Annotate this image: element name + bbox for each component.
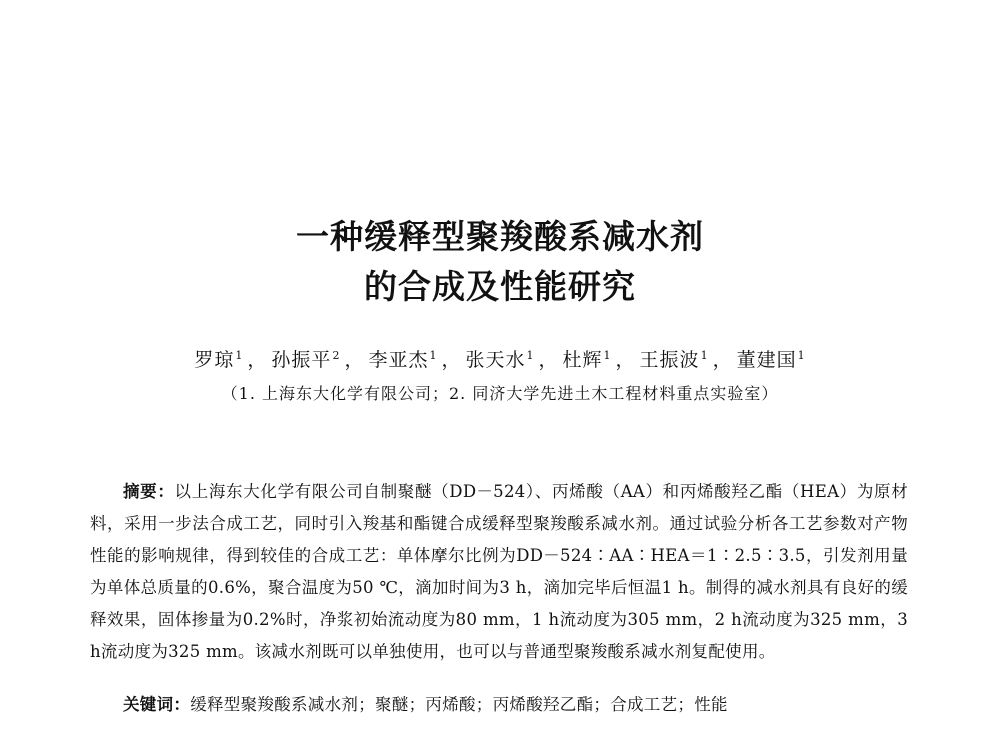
author: [640, 349, 709, 371]
author: [194, 349, 243, 371]
affiliations: （1. 上海东大化学有限公司；2. 同济大学先进土木工程材料重点实验室）: [221, 384, 779, 403]
title-line-1: 一种缓释型聚羧酸系减水剂: [296, 217, 704, 256]
author-separator: ，: [538, 349, 559, 371]
author-separator: ，: [615, 349, 636, 371]
author-affiliation-mark: 1: [429, 348, 438, 362]
author-affiliation-mark: 1: [797, 348, 806, 362]
author-name: 董建国: [736, 349, 797, 371]
author-separator: ，: [441, 349, 462, 371]
author: [271, 349, 340, 371]
abstract-label: 摘要：: [123, 482, 175, 501]
title-line-2: 的合成及性能研究: [364, 267, 636, 306]
author: [368, 349, 437, 371]
author-affiliation-mark: 1: [700, 348, 709, 362]
author: [737, 349, 806, 371]
author-name: 王振波: [639, 349, 700, 371]
paper-title: [0, 212, 1000, 312]
author-name: 李亚杰: [368, 349, 429, 371]
abstract-text: 以上海东大化学有限公司自制聚醚（DD－524）、丙烯酸（AA）和丙烯酸羟乙酯（HEA）为原材料，采用一步法合成工艺，同时引入羧基和酯键合成缓释型聚羧酸系减水剂。通过试验分析各工艺参数对产物性能的影响规律，得到较佳的合成工艺：单体摩尔比例为DD－524∶AA∶HEA＝1∶2.5∶3.5，引发剂用量为单体总质量的0.6%，聚合温度为50 ℃，滴加时间为3 h，滴加完毕后恒温1 h。制得的减水剂具有良好的缓释效果，固体掺量为0.2%时，净浆初始流动度为80 mm，1 h流动度为305 mm，2 h流动度为325 mm，3 h流动度为325 mm。该减水剂既可以单独使用，也可以与普通型聚羧酸系减水剂复配使用。: [90, 482, 909, 661]
abstract: [90, 476, 908, 668]
keywords-label: 关键词：: [123, 695, 191, 714]
author-affiliation-mark: 2: [332, 348, 341, 362]
author: [465, 349, 534, 371]
author-name: 杜辉: [562, 349, 603, 371]
author-list: [0, 346, 1000, 374]
author-separator: ，: [712, 349, 733, 371]
keywords-text: 缓释型聚羧酸系减水剂；聚醚；丙烯酸；丙烯酸羟乙酯；合成工艺；性能: [190, 695, 728, 714]
keywords: [90, 690, 908, 720]
author-affiliation-mark: 1: [603, 348, 612, 362]
author: [563, 349, 612, 371]
author-affiliation-mark: 1: [235, 348, 244, 362]
author-affiliation-mark: 1: [526, 348, 535, 362]
author-name: 孙振平: [271, 349, 332, 371]
author-separator: ，: [344, 349, 365, 371]
author-name: 张天水: [465, 349, 526, 371]
author-name: 罗琼: [194, 349, 235, 371]
author-separator: ，: [247, 349, 268, 371]
